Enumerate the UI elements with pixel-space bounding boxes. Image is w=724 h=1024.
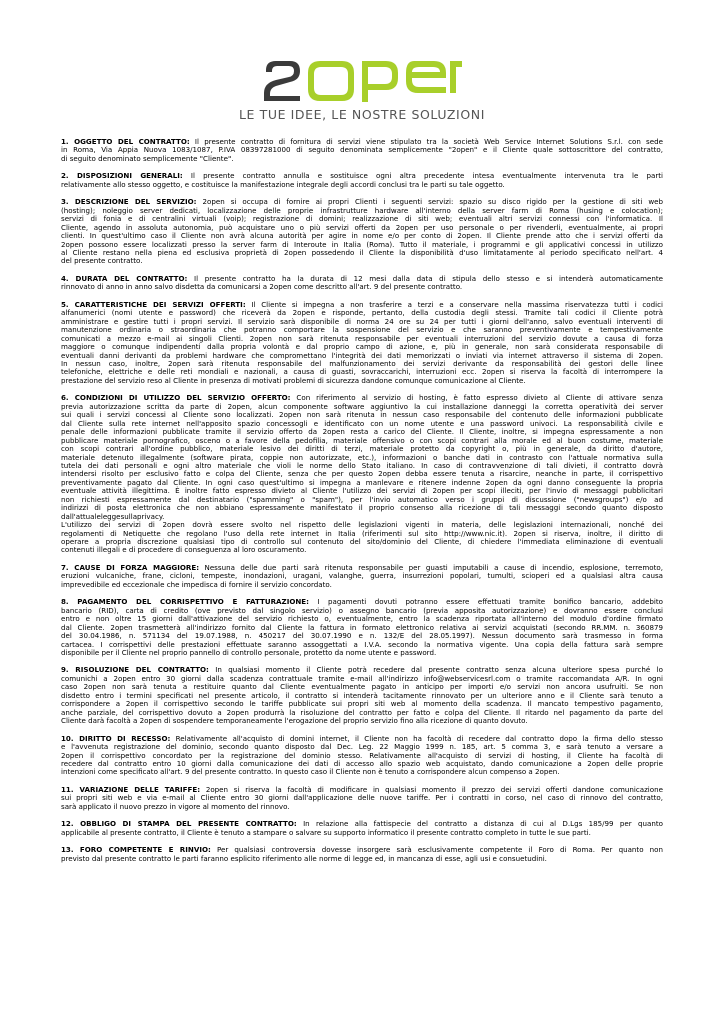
section-text: 2open possono essere localizzati presso la server farm di Interoute in Italia (Roma). Tutto il materiale, i programmi e gli applicativi concessi in utilizzo [61,239,663,249]
section-line [61,649,663,657]
section-title: 6. CONDIZIONI DI UTILIZZO DEL SERVIZIO OFFERTO: [61,393,291,403]
section-line: contenuti illegali e di procedere di conseguenza al loro oscuramento. [61,545,307,555]
section-text: disdetto entro i termini specificati nel presente articolo, il contratto si intenderà tacitamente rinnovato per un ulteriore anno e il Cliente sarà tenuto a [61,690,663,700]
section-line [61,829,663,837]
section-title: 3. DESCRIZIONE DEL SERVIZIO: [61,197,197,207]
section-text: servizi di fonia e di centralini virtuali (voip); registrazione di domini; realizzazione di siti web; eventuali altri servizi connessi con l'informatica. Il [61,214,663,224]
section-text: maggiore o comunque indipendenti dalla propria volontà e dal proprio campo di azione, e, più in generale, non sarà considerata responsabile di [61,342,663,352]
contract-body [61,138,663,872]
section-text: penale delle informazioni pubblicate tramite il servizio offerto da 2open resta a carico del Cliente. Il Cliente, inoltre, si impegna espressamente a non [61,427,663,437]
contract-section [61,820,663,837]
section-text: In qualsiasi momento il Cliente potrà recedere dal presente contratto senza alcuna ulteriore spesa purché lo [215,665,663,675]
section-text: I pagamenti dovuti potranno essere effettuati tramite bonifico bancario, addebito [317,597,663,607]
tagline: LE TUE IDEE, LE NOSTRE SOLUZIONI [238,107,486,122]
section-text: Il Cliente si impegna a non trasferire a terzi e a conservare nella massima riservatezza tutti i codici [251,299,663,309]
section-text: rinnovato di anno in anno salvo disdetta da comunicarsi a 2open come descritto all'art. 9 del presente contratto. [61,282,463,292]
section-line [61,377,663,385]
section-text: 2open il corrispettivo concordato per la registrazione del dominio stesso. Relativamente all'acquisto di servizi di hosting, il Cliente ha facoltà di [61,750,663,760]
section-line [61,717,663,725]
section-text: di seguito denominato semplicemente "Cliente". [61,153,234,163]
contract-section [61,735,663,777]
section-text: tutela dei dati personali e ogni altro materiale che violi le norme dello Stato italiano. In caso di contravvenzione di tali divieti, il contratto dovrà [61,460,663,470]
section-text: del 30.04.1986, n. 571134 del 19.07.1988, n. 450217 del 30.07.1990 e n. 132/E del 28.05.1997). Nessun documento sarà trasmesso in forma [61,631,663,641]
section-text: intenzioni come specificato all'art. 9 del presente contratto. In questo caso il Cliente non è tenuto a corrispondere alcun compenso a 2open. [61,767,560,777]
section-text: sarà applicato il nuovo prezzo in vigore al momento del rinnovo. [61,801,290,811]
section-text: dal Cliente. 2open trasmetterà all'indirizzo fornito dal Cliente la fattura in formato elettronico relativa ai servizi acquistati (secondo RR.MM. n. 360879 [61,622,663,632]
section-title: 8. PAGAMENTO DEL CORRISPETTIVO E FATTURAZIONE: [61,597,309,607]
section-title: 11. VARIAZIONE DELLE TARIFFE: [61,784,201,794]
section-text: Il presente contratto ha la durata di 12 mesi dalla data di stipula dello stesso e si intenderà automaticamente [194,273,663,283]
section-line [61,855,663,863]
section-line: L'utilizzo dei servizi di 2open dovrà essere svolto nel rispetto delle legislazioni vigenti in materia, delle legislazioni internazionali, nonché dei [61,520,663,530]
section-text: pubblicare materiale pornografico, osceno o a favore della pedofilia, materiale offensivo o con scopi contrari alla morale ed al buon costume, materiale [61,435,663,445]
section-text: clienti. In quest'ultimo caso il Cliente non avrà alcuna autorità per agire in nome e/o per conto di 2open. Il Cliente prende atto che i servizi offerti da [61,231,663,241]
section-text: entro e non oltre 15 giorni dall'attivazione del servizio richiesto o, eventualmente, entro la scadenza riportata all'interno del modulo d'ordine firmato [61,614,663,624]
page-header [0,58,724,128]
section-text: amministrare e gestire tutti i propri servizi. Il servizio sarà disponibile di norma 24 ore su 24 per tutti i giorni dell'anno, salvo eventuali interventi di [61,316,663,326]
section-text: eruzioni vulcaniche, frane, cicloni, tempeste, inondazioni, uragani, valanghe, guerra, insurrezioni popolari, tumulti, scioperi ed a qualsiasi altra causa [61,571,663,581]
contract-section [61,275,663,292]
section-text: comunichi a 2open entro 30 giorni dalla scadenza contrattuale tramite e-mail all'indirizzo info@webservicesrl.com o tramite raccomandata A/R. In ogni [61,673,663,683]
section-text: anche parziale, del corrispettivo dovuto a 2open produrrà la risoluzione del contratto per fatto e colpa del Cliente. Il ritardo nel pagamento da parte del [61,707,663,717]
spread-word: sulla [120,511,138,521]
contract-section [61,198,663,266]
section-text: 2open si occupa di fornire ai propri Clienti i seguenti servizi: spazio su disco rigido per la gestione di siti web [202,197,663,207]
section-text: in Roma, Via Appia Nuova 1083/1087, P.IVA 08397281000 di seguito denominata semplicemente "2open" e il Cliente quale sottoscrittore del contratto, [61,145,663,155]
section-title: 2. DISPOSIZIONI GENERALI: [61,171,183,181]
section-line [61,283,663,291]
section-title: 13. FORO COMPETENTE E RINVIO: [61,845,211,855]
contract-section [61,564,663,589]
section-line [61,249,663,257]
spread-word: dall'attuale [61,511,101,521]
section-text: telefoniche, elettriche e delle reti mondiali e nazionali, a causa di guasti, sovraccarichi, interruzioni ecc. 2open si riserva la facoltà di interrompere la [61,367,663,377]
section-text: al Cliente restano nella piena ed esclusiva proprietà di 2open possedendo il Cliente la disponibilità d'uso limitatamente al periodo specificato nell'art. 4 [61,247,663,257]
section-text: comunicati a mezzo e-mail ai singoli Clienti. 2open non sarà ritenuta responsabile per eventuali interruzioni del servizio dovute a causa di forza [61,333,663,343]
section-text: sui quali i servizi concessi al Cliente sono localizzati. 2open non sarà ritenuta in nessun caso responsabile del contenuto delle informazioni pubblicate [61,410,663,420]
section-title: 4. DURATA DEL CONTRATTO: [61,273,188,283]
section-line [61,155,663,163]
section-text: caso 2open non sarà tenuta a restituire quanto dal Cliente eventualmente pagato in anticipo per importi e/o servizi non ancora usufruiti. Se non [61,682,663,692]
section-line [61,257,663,265]
section-text: Il presente contratto annulla e sostituisce ogni altra precedente intesa eventualmente intervenuta tra le parti [190,171,663,181]
section-text: manutenzione ordinaria o straordinaria che potranno comportare la sospensione del servizio e che saranno preventivamente e tempestivamente [61,325,663,335]
contract-section [61,598,663,657]
section-title: 7. CAUSE DI FORZA MAGGIORE: [61,562,200,572]
section-text: preventivamente pagato dal Cliente. In ogni caso quest'ultimo si impegna a manlevare e ritenere indenne 2open da ogni danno conseguente la propria [61,477,663,487]
section-line [61,768,663,776]
section-text: non richiesti espressamente dal destinatario ("spamming" o "spam"), per l'invio automatico verso i gruppi di discussione ("newsgroups") e/o ad [61,494,663,504]
contract-section [61,666,663,725]
spread-word: privacy. [137,511,165,521]
section-title: 9. RISOLUZIONE DEL CONTRATTO: [61,665,209,675]
section-text: intendersi risolto per esclusivo fatto e colpa del Cliente, senza che per questo 2open debba essere tenuta a risarcire, neanche in parte, il corrispettivo [61,469,663,479]
section-text: corrispondere a 2open il corrispettivo secondo le tariffe pubblicate sui propri siti web al momento della scadenza. Il mancato tempestivo pagamento, [61,699,663,709]
section-text: Il presente contratto di fornitura di servizi viene stipulato tra la società Web Service Internet Solutions S.r.l. con sede [194,137,663,146]
section-text: e l'avvenuta registrazione del dominio, secondo quanto disposto dal Dec. Leg. 22 Maggio 1999 n. 185, art. 5 comma 3, e sarà tenuto a versare a [61,742,663,752]
section-line [61,181,663,189]
section-title: 12. OBBLIGO DI STAMPA DEL PRESENTE CONTRATTO: [61,819,297,829]
section-text: eventuale attività illegittima. È inoltre fatto espresso divieto al Cliente l'utilizzo dei servizi di 2open per scopi illeciti, per l'invio di messaggi pubblicitari [61,486,663,496]
section-line: operare a propria discrezione qualsiasi tipo di controllo sul contenuto del sito/dominio del Cliente, di chiedere l'immediata eliminazione di eventuali [61,537,663,547]
section-text: 2open si riserva la facoltà di modificare in qualsiasi momento il prezzo dei servizi offerti dandone comunicazione [205,784,663,794]
section-text: alfanumerici (nomi utente e password) che riceverà da 2open e risponde, pertanto, della custodia degli stessi. Tramite tali codici il Cliente potrà [61,308,663,318]
section-text: Per qualsiasi controversia dovesse insorgere sarà esclusivamente competente il Foro di Roma. Per quanto non [216,845,664,855]
section-title: 10. DIRITTO DI RECESSO: [61,733,171,743]
section-text: relativamente allo stesso oggetto, e costituisce la manifestazione integrale degli accordi conclusi tra le parti su tale oggetto. [61,179,505,189]
section-text: dal Cliente sulla rete internet nell'apposito spazio concessogli e identificato con un nome utente e una password univoci. La responsabilità civile e [61,418,663,428]
section-text: con scopi contrari all'ordine pubblico, materiale lesivo dei diritti di terzi, materiale protetto da copyright o, più in generale, da diritto d'autore, [61,444,663,454]
section-text: In relazione alla fattispecie del contratto a distanza di cui al D.Lgs 185/99 per quanto [303,819,663,829]
section-text: bancario (RID), carta di credito (ove previsto dal singolo servizio) o assegno bancario (previa apposita autorizzazione) e dovranno essere conclusi [61,605,663,615]
section-text: Nessuna delle due parti sarà ritenuta responsabile per guasti imputabili a cause di incendio, esplosione, terremoto, [204,562,663,572]
section-text: In nessun caso, inoltre, 2open sarà ritenuta responsabile del malfunzionamento dei servizi derivante da responsabilità dei gestori delle linee [61,358,663,368]
section-line: regolamenti di Netiquette che regolano l'uso della rete internet in Italia (riferimenti sul sito http://www.nic.it). 2open si riserva, inoltre, il diritto di [61,528,663,538]
section-text: eventuali danni derivanti da problemi hardware che compromettano l'integrità dei dati memorizzati o inviati via internet attraverso il sistema di 2open. [61,350,663,360]
section-text: Relativamente all'acquisto di domini internet, il Cliente non ha facoltà di recedere dal contratto dopo la firma dello stesso [175,733,663,743]
section-text: disponibile per il Cliente nel proprio pannello di controllo personale, protetto da nome utente e password. [61,648,437,658]
section-text: imprevedibile ed eccezionale che impedisca di fornire il servizio concordato. [61,579,332,589]
section-text: applicabile al presente contratto, il Cliente è tenuto a stampare o salvare su supporto informatico il presente contratto completo in tutte le sue parti. [61,827,591,837]
section-text: materiale detenuto illegalmente (software pirata, coppie non autorizzate, etc.), informazioni o banche dati in contrasto con l'attuale normativa sulla [61,452,663,462]
2open-logo [262,58,462,102]
section-text: Cliente, agendo in assoluta autonomia, può acquistare uno o più servizi offerti da 2open per uso personale o per rivenderli, eventualmente, ai propri [61,222,663,232]
section-text: indirizzi di posta elettronica che non abbiano espressamente manifestato il proprio consenso alla ricezione di tali messaggi secondo quanto disposto [61,503,663,513]
contract-section [61,394,663,555]
section-text: del presente contratto. [61,256,143,266]
section-text: Con riferimento al servizio di hosting, è fatto espresso divieto al Cliente di attivare senza [296,393,663,403]
section-line [61,581,663,589]
section-text: (hosting); noleggio server dedicati, localizzazione delle proprie infrastrutture hardware all'interno della server farm di Roma (husing e colocation); [61,205,663,215]
spread-word: legge [100,511,121,521]
section-text: previa autorizzazione scritta da parte di 2open, alcun componente software aggiuntivo la cui installazione danneggi la corretta operatività dei server [61,401,663,411]
section-line [61,803,663,811]
contract-section [61,172,663,189]
contract-section [61,786,663,811]
contract-section [61,138,663,163]
section-text: sui propri siti web e via e-mail al Cliente entro 30 giorni dall'applicazione delle nuove tariffe. Per i contratti in corso, nel caso di rinnovo del contratto, [61,793,663,803]
section-title: 1. OGGETTO DEL CONTRATTO: [61,137,190,146]
section-text: Cliente darà facoltà a 2open di sospendere temporaneamente l'erogazione del proprio servizio fino alla ricezione di quanto dovuto. [61,716,528,726]
section-text: prestazione del servizio reso al Cliente in presenza di motivati problemi di sicurezza dandone comunque comunicazione al Cliente. [61,375,526,385]
section-text: recedere dal contratto entro 10 giorni dalla comunicazione dei dati di accesso allo spazio web acquistato, dando comunicazione a 2open delle proprie [61,759,663,768]
section-title: 5. CARATTERISTICHE DEI SERVIZI OFFERTI: [61,299,246,309]
contract-section [61,301,663,386]
section-text: cartacea. I corrispettivi delle prestazioni effettuate saranno assoggettati a I.V.A. secondo la normativa vigente. Una copia della fattura sarà sempre [61,639,663,649]
section-text: previsto dal presente contratto le parti faranno esplicito riferimento alle norme di legge ed, in mancanza di esse, agli usi e consuetudini. [61,853,547,863]
contract-section [61,846,663,863]
